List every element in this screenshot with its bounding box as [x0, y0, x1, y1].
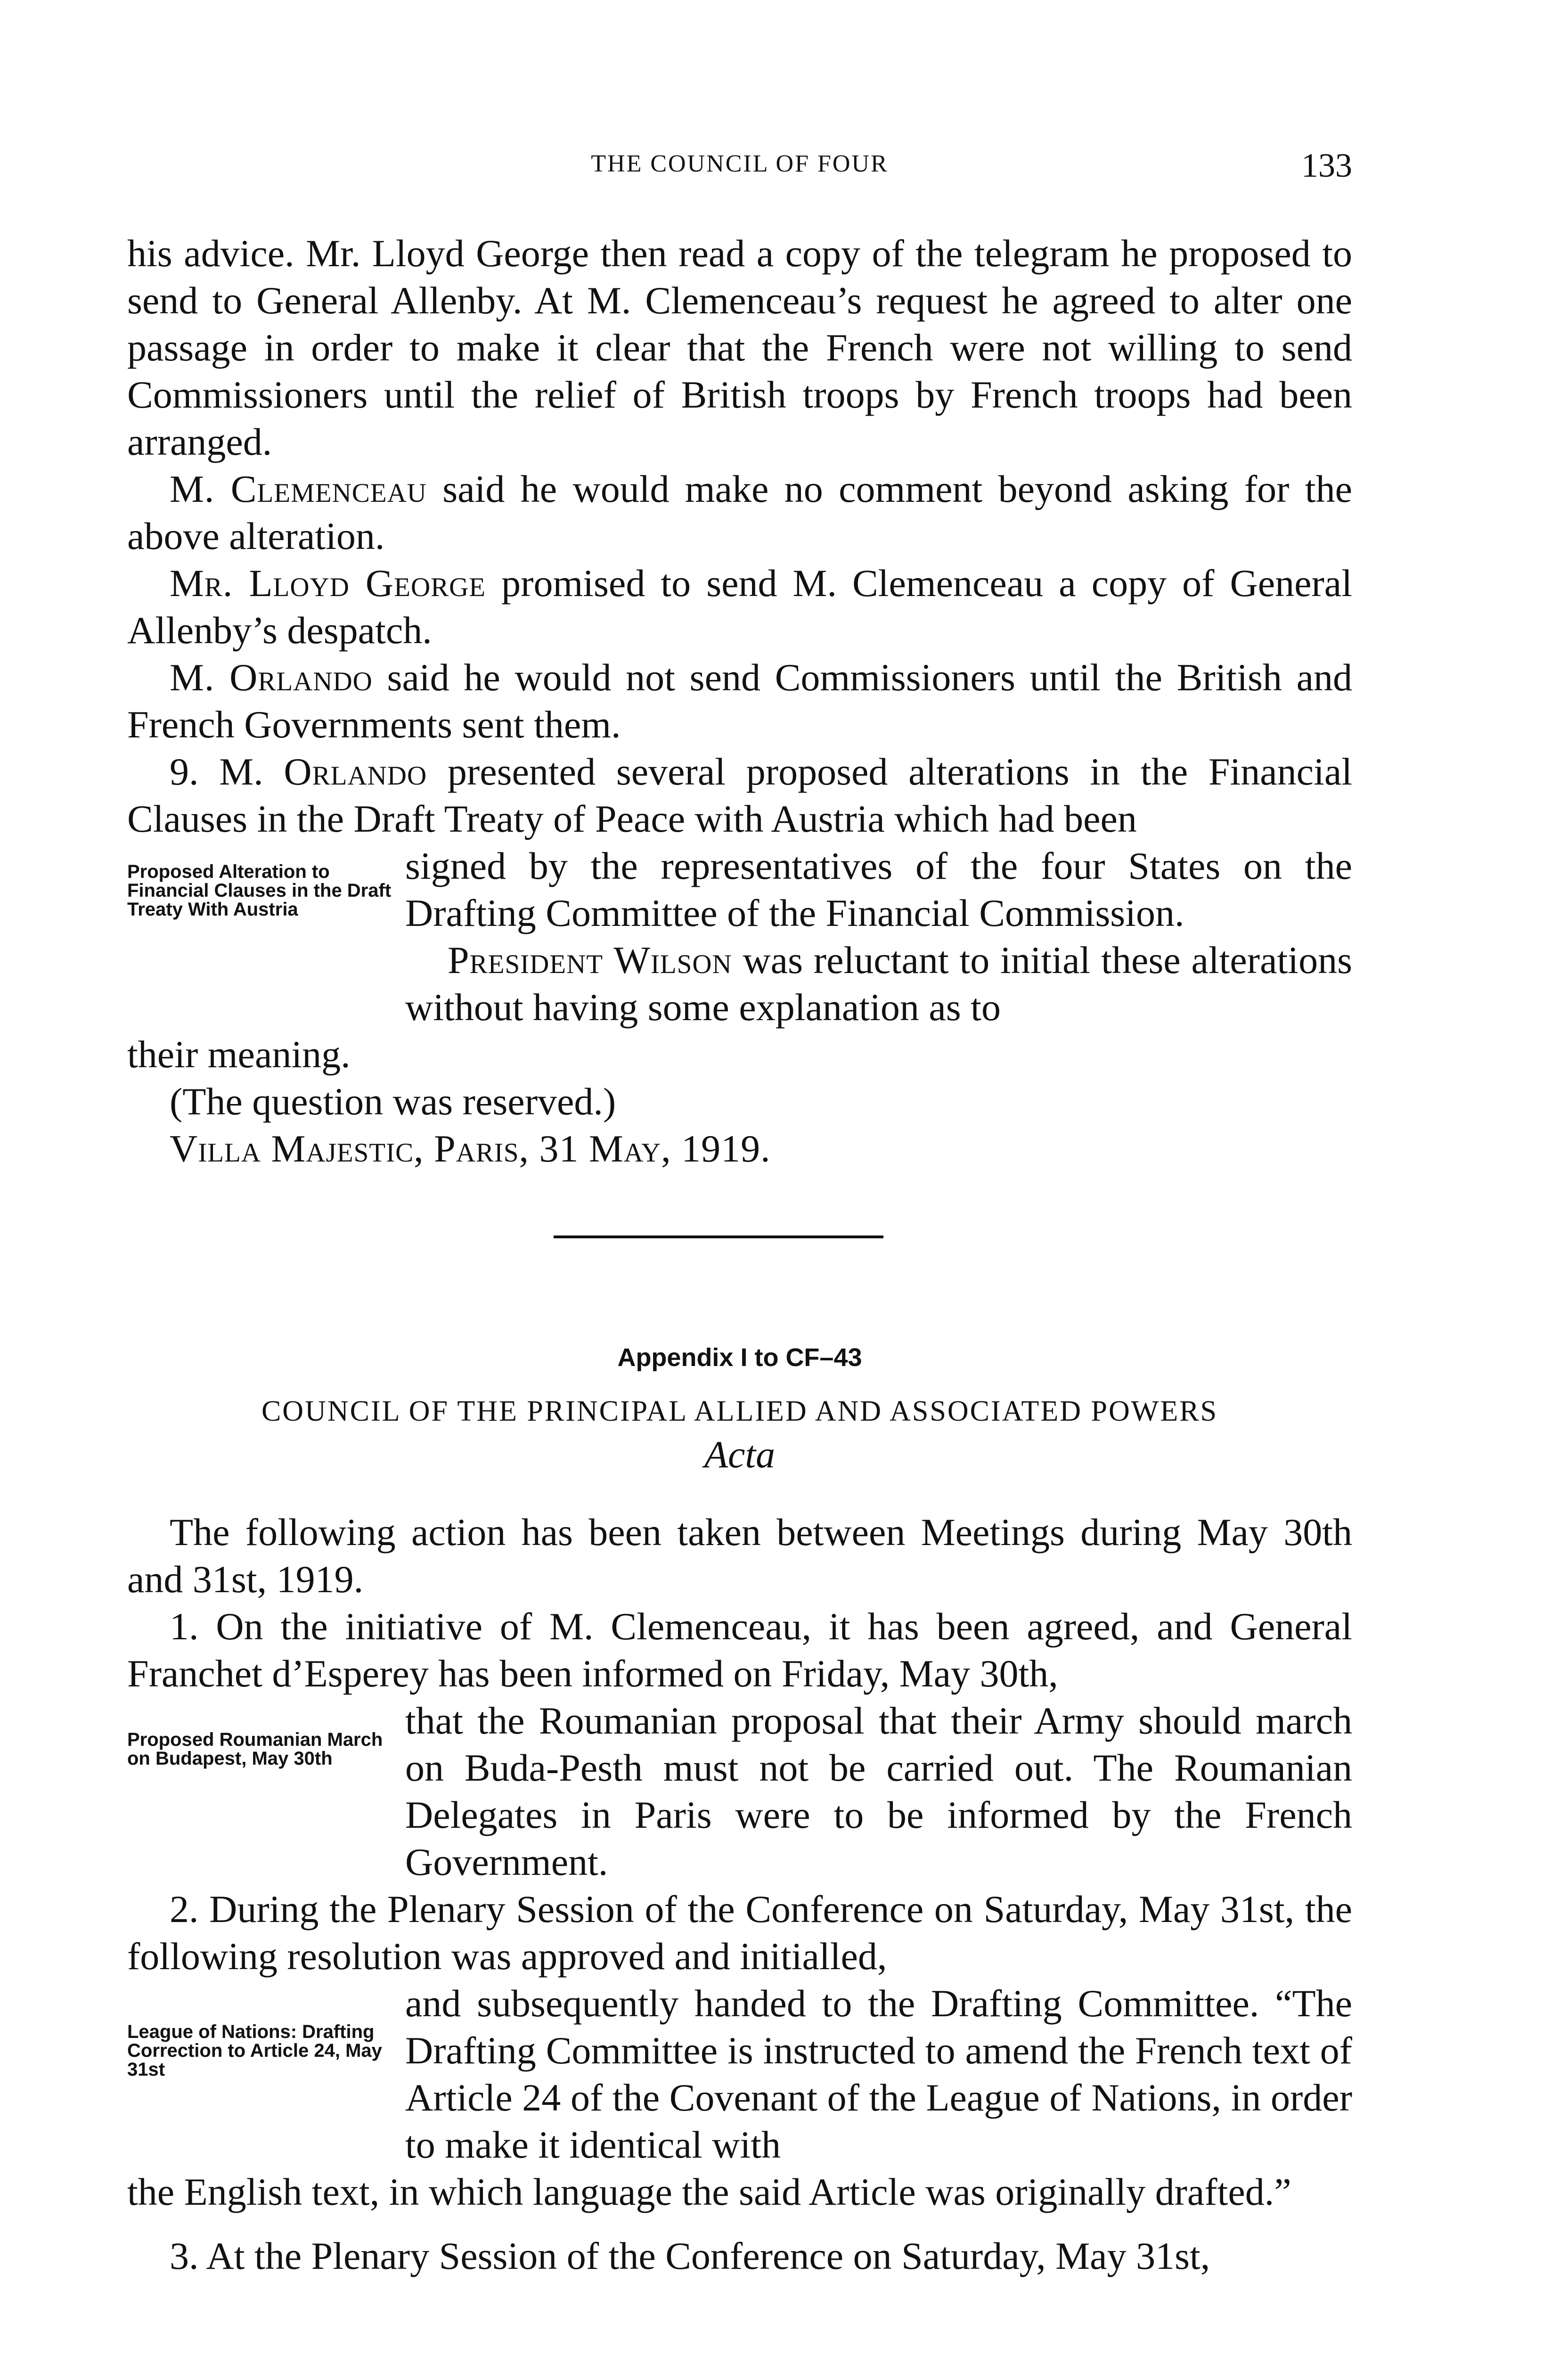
marginal-note-roumanian-march: Proposed Roumanian March on Budapest, May 30th: [127, 1729, 383, 1769]
paragraph-lloyd-george-text: promised to send M. Clemenceau a copy of General Allenby’s despatch.: [127, 562, 1352, 652]
appendix-item-1-wrap-body: [405, 1697, 1352, 1886]
paragraph-lloyd-george: [127, 560, 1352, 654]
minutes-body: [127, 230, 1352, 1172]
paragraph-clemenceau: [127, 466, 1352, 560]
question-reserved: (The question was reserved.): [170, 1080, 616, 1123]
appendix-intro: The following action has been taken between Meetings during May 30th and 31st, 1919.: [127, 1511, 1352, 1601]
paragraph-orlando-text: said he would not send Commissioners until the British and French Governments sent them.: [127, 656, 1352, 746]
acta-title: Acta: [704, 1433, 776, 1476]
appendix-item-2-wrap-body: [405, 1980, 1352, 2168]
section-divider: [554, 1235, 883, 1238]
item-9-number: 9. M.: [170, 750, 284, 793]
appendix-item-2-wrap: [127, 1980, 1352, 2168]
paragraph-clemenceau-text: said he would make no comment beyond asking for the above alteration.: [127, 467, 1352, 557]
signoff-place-date: Villa Majestic, Paris, 31 May, 1919.: [170, 1127, 771, 1170]
item-9-lead: [127, 748, 1352, 843]
speaker-clemenceau: M. Clemenceau: [170, 467, 427, 510]
paragraph-orlando: [127, 654, 1352, 748]
appendix-body: [127, 1509, 1352, 2280]
appendix-item-1-lead: 1. On the initiative of M. Clemenceau, it has been agreed, and General Franchet d’Esperey has been informed on Friday, May 30th,: [127, 1605, 1352, 1695]
running-title: THE COUNCIL OF FOUR: [591, 150, 889, 177]
item-9-wrap-line-1: signed by the representatives of the four States on the Drafting Committee of the Financial Commission.: [405, 844, 1352, 934]
appendix-item-1-wrap: [127, 1697, 1352, 1886]
item-9-wrap-body: [405, 843, 1352, 1031]
appendix-item-2-lead: 2. During the Plenary Session of the Conference on Saturday, May 31st, the following resolution was approved and initialled,: [127, 1888, 1352, 1978]
speaker-lloyd-george: Mr. Lloyd George: [170, 562, 486, 605]
appendix-item-3: 3. At the Plenary Session of the Conference on Saturday, May 31st,: [170, 2234, 1210, 2277]
appendix-item-2-text: and subsequently handed to the Drafting Committee. “The Drafting Committee is instructed to amend the French text of Article 24 of the Covenant of the League of Nations, in order to make it identical with: [405, 1982, 1352, 2166]
council-title: COUNCIL OF THE PRINCIPAL ALLIED AND ASSOCIATED POWERS: [261, 1395, 1218, 1427]
paragraph-advice-text: his advice. Mr. Lloyd George then read a copy of the telegram he proposed to send to General Allenby. At M. Clemenceau’s request he agreed to alter one passage in order to make it clear that the French were not willing to send Commissioners until the relief of British troops by French troops had been arranged.: [127, 232, 1352, 463]
item-9-wrap-line-2: [405, 937, 1352, 1031]
appendix-item-1-text: that the Roumanian proposal that their Army should march on Buda-Pesth must not be carried out. The Roumanian Delegates in Paris were to be informed by the French Government.: [405, 1699, 1352, 1883]
item-9-speaker: Orlando: [284, 750, 427, 793]
item-9-wrap-line-2-text: was reluctant to initial these alterations without having some explanation as to: [405, 939, 1352, 1029]
page-number: 133: [1301, 147, 1352, 184]
paragraph-advice: [127, 230, 1352, 466]
item-9-tail: their meaning.: [127, 1033, 351, 1076]
speaker-wilson: President Wilson: [448, 939, 732, 982]
appendix-item-2-tail: the English text, in which language the said Article was originally drafted.”: [127, 2170, 1291, 2213]
running-header: [127, 147, 1352, 188]
marginal-note-financial-clauses: Proposed Alteration to Financial Clauses in the Draft Treaty With Austria: [127, 861, 392, 920]
item-9-wrap: [127, 843, 1352, 1031]
appendix-title: Appendix I to CF–43: [617, 1343, 862, 1372]
item-9-text: presented several proposed alterations in the Financial Clauses in the Draft Treaty of Peace with Austria which had been: [127, 750, 1352, 840]
speaker-orlando: M. Orlando: [170, 656, 373, 699]
marginal-note-league-of-nations: League of Nations: Drafting Correction to Article 24, May 31st: [127, 2021, 382, 2080]
